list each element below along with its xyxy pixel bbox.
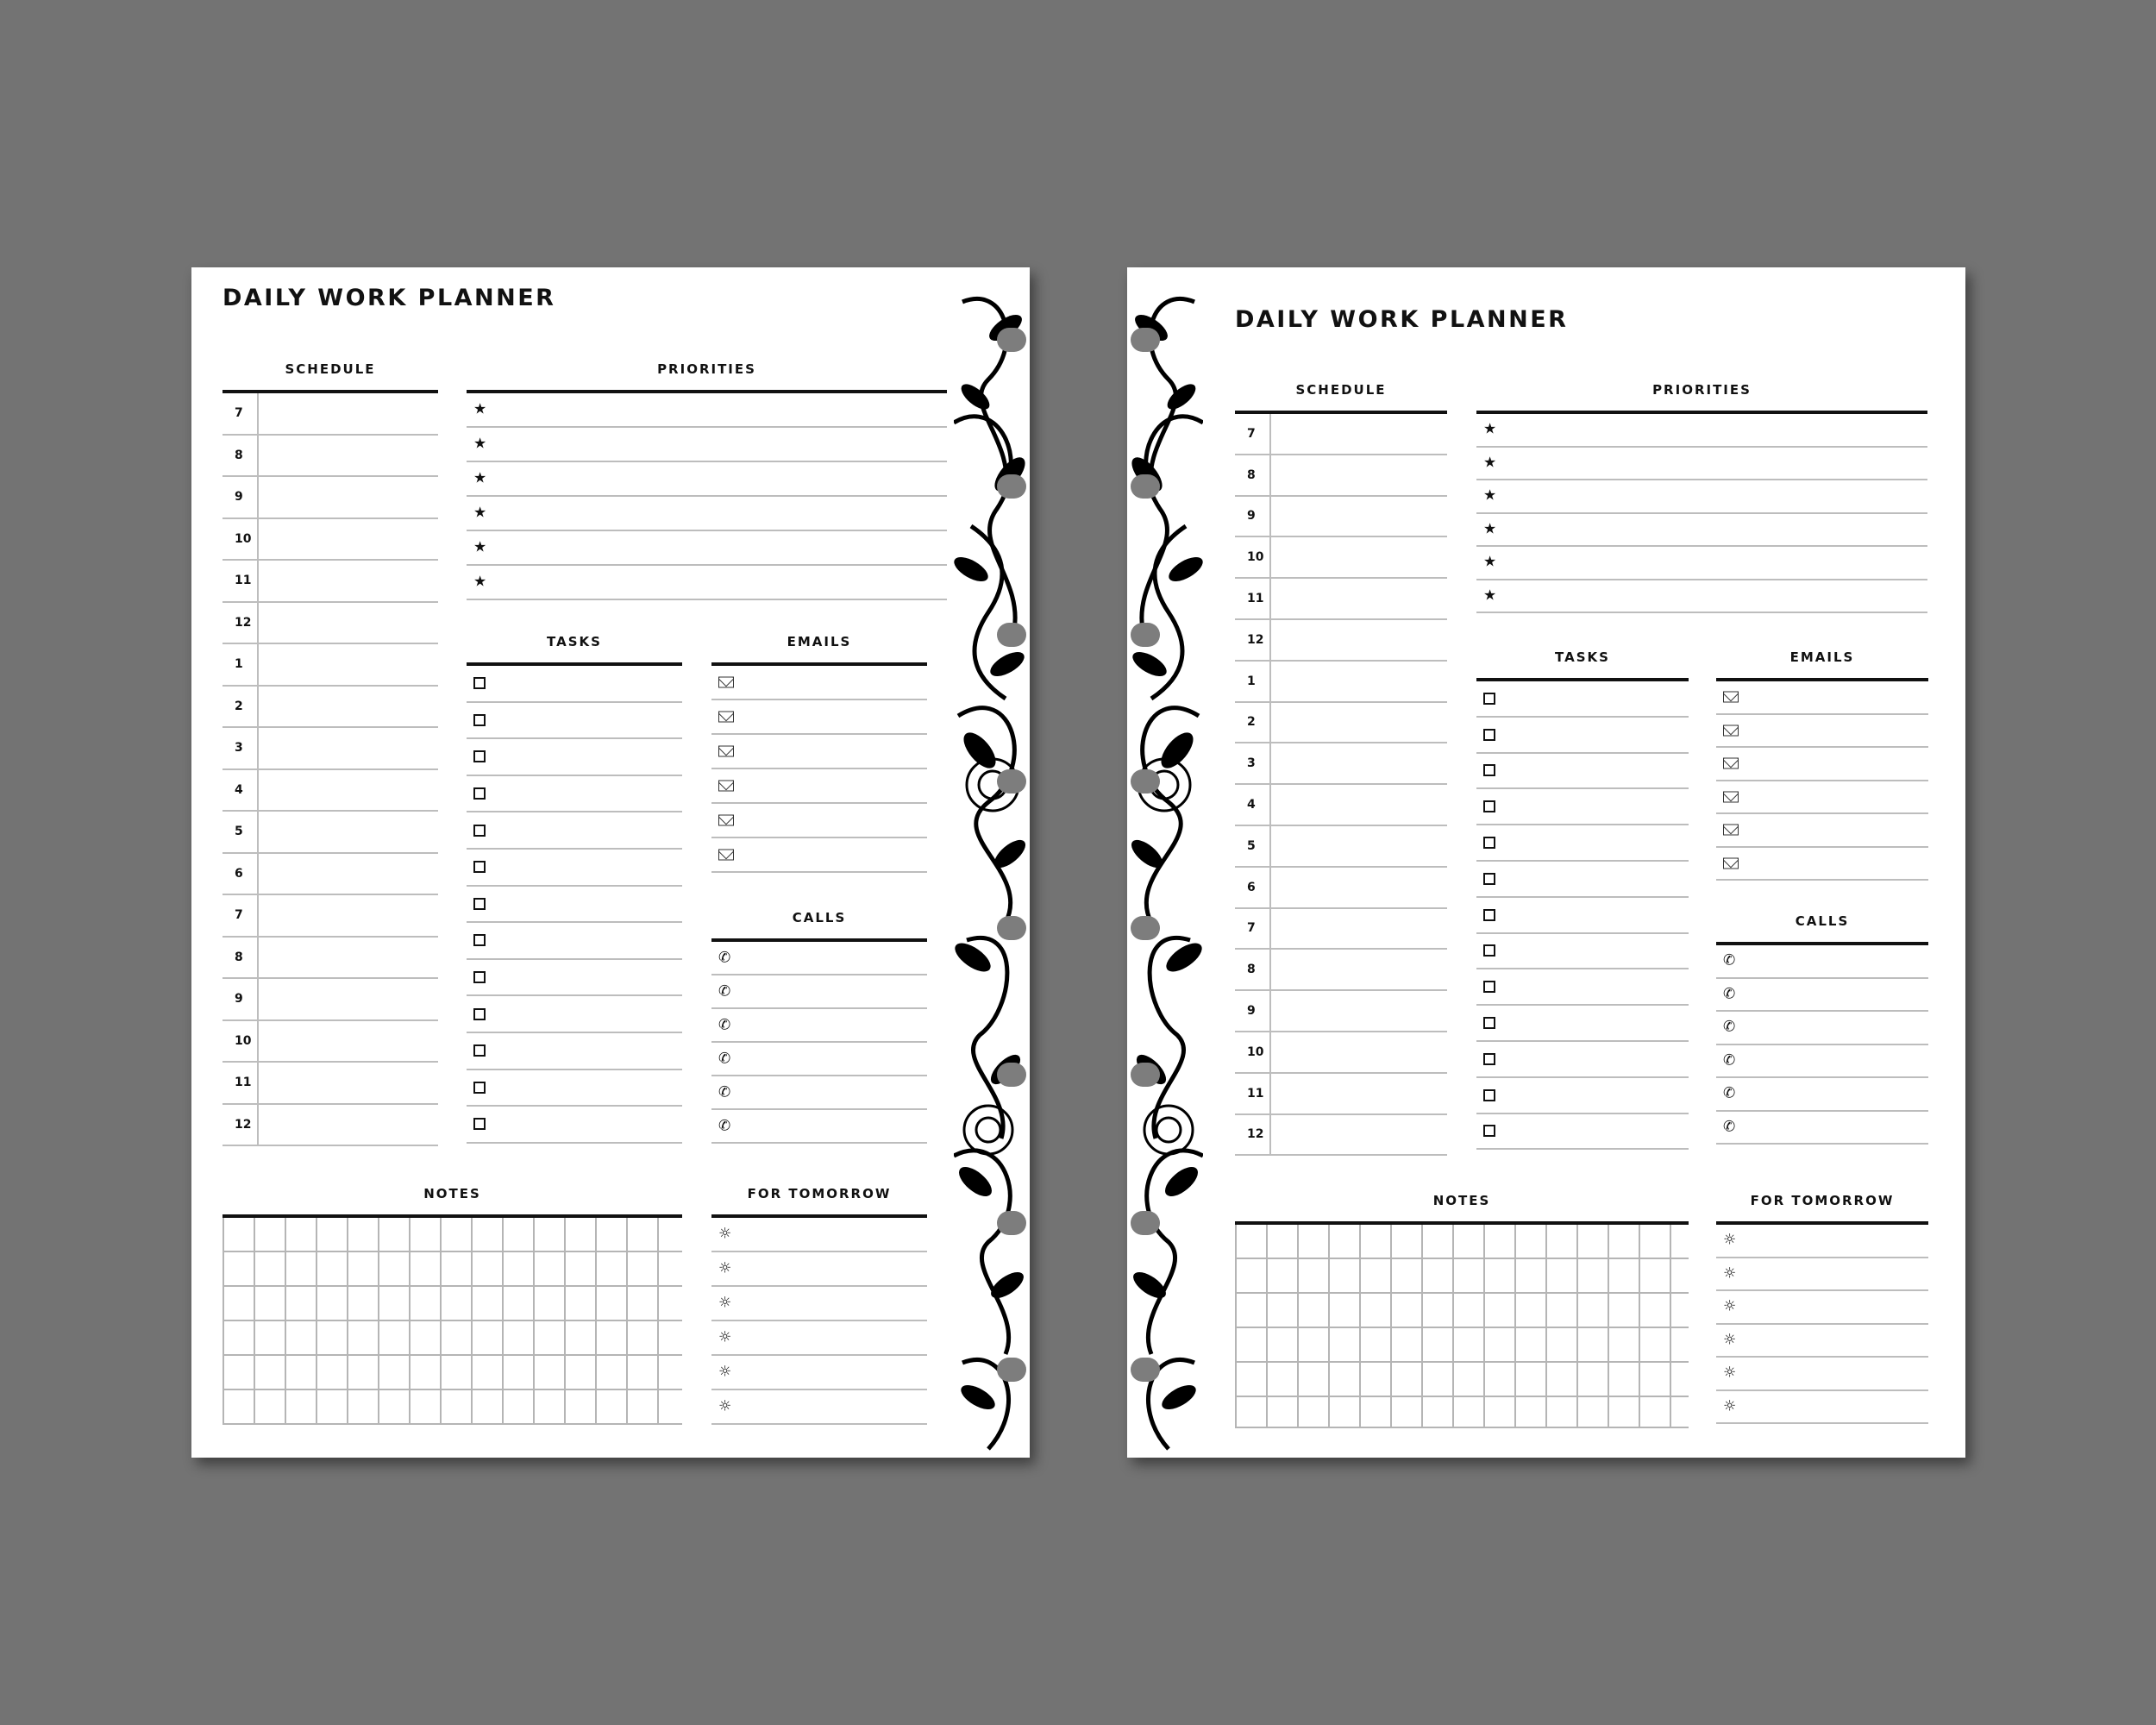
hour-label: 8 [222, 436, 259, 476]
binder-disc [1131, 328, 1160, 352]
hour-label: 1 [222, 644, 259, 685]
list-item[interactable] [1716, 1078, 1928, 1112]
tasks-section [1476, 642, 1689, 1150]
sun-icon: ☼ [718, 1259, 732, 1277]
calls-heading: CALLS [1716, 906, 1928, 945]
sun-icon: ☼ [718, 1294, 732, 1312]
list-item[interactable] [467, 887, 682, 924]
list-item[interactable] [711, 1043, 927, 1076]
schedule-row[interactable] [222, 1021, 438, 1063]
phone-icon: ✆ [718, 1117, 731, 1134]
hour-label: 2 [1235, 703, 1271, 743]
for-tomorrow-list [711, 1218, 927, 1425]
for-tomorrow-section [1716, 1185, 1928, 1424]
list-item[interactable] [711, 1390, 927, 1425]
schedule-row[interactable] [222, 393, 438, 436]
for-tomorrow-section [711, 1178, 927, 1425]
list-item[interactable] [711, 1287, 927, 1321]
priorities-list [1476, 414, 1927, 613]
list-item[interactable] [711, 700, 927, 735]
notes-section [1235, 1185, 1689, 1428]
list-item[interactable] [1476, 1042, 1689, 1078]
schedule-row[interactable] [222, 1063, 438, 1105]
page-title: DAILY WORK PLANNER [1235, 306, 1569, 333]
list-item[interactable] [467, 812, 682, 850]
mail-icon [718, 746, 734, 757]
list-item[interactable] [1476, 754, 1689, 790]
checkbox-icon[interactable] [1483, 693, 1495, 705]
star-icon: ★ [1483, 586, 1497, 605]
phone-icon: ✆ [1723, 1051, 1736, 1070]
binder-disc [997, 1358, 1026, 1382]
list-item[interactable] [1716, 781, 1928, 815]
hour-label: 4 [222, 770, 259, 811]
checkbox-icon[interactable] [473, 1082, 486, 1094]
list-item[interactable] [711, 1252, 927, 1287]
checkbox-icon[interactable] [473, 971, 486, 983]
calls-section [1716, 906, 1928, 1145]
binder-disc [997, 1211, 1026, 1235]
list-item[interactable] [1716, 1358, 1928, 1391]
schedule-section [1235, 374, 1447, 1156]
list-item[interactable] [1476, 789, 1689, 825]
tasks-list [467, 666, 682, 1144]
hour-label: 8 [222, 938, 259, 978]
sun-icon: ☼ [1723, 1297, 1737, 1315]
floral-border [1127, 267, 1203, 1458]
star-icon: ★ [1483, 520, 1497, 538]
floral-pattern [954, 267, 1030, 1458]
for-tomorrow-heading: FOR TOMORROW [711, 1178, 927, 1218]
hour-label: 7 [1235, 909, 1271, 949]
sun-icon: ☼ [1723, 1397, 1737, 1415]
checkbox-icon[interactable] [1483, 729, 1495, 741]
phone-icon: ✆ [1723, 1084, 1736, 1102]
list-item[interactable] [1476, 547, 1927, 580]
mail-icon [718, 850, 734, 861]
sun-icon: ☼ [718, 1397, 732, 1415]
schedule-row[interactable] [1235, 909, 1447, 950]
schedule-row[interactable] [222, 979, 438, 1021]
mail-icon [718, 712, 734, 723]
mail-icon [1723, 825, 1739, 836]
binder-disc [997, 916, 1026, 940]
hour-label: 12 [222, 1105, 259, 1145]
phone-icon: ✆ [718, 1050, 731, 1067]
priorities-list [467, 393, 947, 600]
checkbox-icon[interactable] [1483, 764, 1495, 776]
star-icon: ★ [1483, 553, 1497, 571]
mail-icon [718, 781, 734, 792]
schedule-row[interactable] [1235, 703, 1447, 744]
schedule-row[interactable] [1235, 743, 1447, 785]
binder-disc [1131, 623, 1160, 647]
phone-icon: ✆ [1723, 1018, 1736, 1036]
list-item[interactable] [467, 776, 682, 813]
notes-section [222, 1178, 682, 1425]
list-item[interactable] [711, 1356, 927, 1390]
list-item[interactable] [467, 666, 682, 703]
for-tomorrow-heading: FOR TOMORROW [1716, 1185, 1928, 1225]
mail-icon [1723, 724, 1739, 736]
checkbox-icon[interactable] [1483, 981, 1495, 993]
emails-heading: EMAILS [1716, 642, 1928, 681]
list-item[interactable] [1476, 898, 1689, 934]
emails-list [711, 666, 927, 873]
schedule-row[interactable] [222, 561, 438, 603]
list-item[interactable] [1716, 681, 1928, 715]
list-item[interactable] [1476, 580, 1927, 614]
list-item[interactable] [711, 975, 927, 1009]
checkbox-icon[interactable] [1483, 800, 1495, 812]
list-item[interactable] [1476, 718, 1689, 754]
list-item[interactable] [1716, 814, 1928, 848]
notes-heading: NOTES [1235, 1185, 1689, 1225]
phone-icon: ✆ [718, 1083, 731, 1101]
checkbox-icon[interactable] [1483, 1089, 1495, 1101]
priorities-section [467, 354, 947, 600]
list-item[interactable] [1716, 1012, 1928, 1045]
list-item[interactable] [711, 735, 927, 769]
list-item[interactable] [467, 850, 682, 887]
schedule-row[interactable] [222, 687, 438, 729]
hour-label: 11 [1235, 579, 1271, 618]
hour-label: 7 [222, 895, 259, 936]
schedule-row[interactable] [222, 895, 438, 938]
mail-icon [718, 677, 734, 688]
schedule-row[interactable] [1235, 662, 1447, 703]
checkbox-icon[interactable] [473, 825, 486, 837]
phone-icon: ✆ [1723, 951, 1736, 969]
mail-icon [1723, 857, 1739, 869]
sun-icon: ☼ [1723, 1364, 1737, 1382]
hour-label: 9 [222, 477, 259, 518]
list-item[interactable] [1476, 862, 1689, 898]
emails-list [1716, 681, 1928, 881]
hour-label: 1 [1235, 662, 1271, 701]
calls-section [711, 902, 927, 1144]
checkbox-icon[interactable] [473, 714, 486, 726]
schedule-row[interactable] [222, 1105, 438, 1147]
hour-label: 6 [222, 854, 259, 894]
checkbox-icon[interactable] [473, 898, 486, 910]
checkbox-icon[interactable] [473, 861, 486, 873]
binder-disc [1131, 1063, 1160, 1087]
sun-icon: ☼ [1723, 1264, 1737, 1283]
list-item[interactable] [1476, 414, 1927, 448]
schedule-row[interactable] [1235, 1032, 1447, 1074]
list-item[interactable] [1476, 934, 1689, 970]
hour-label: 9 [1235, 991, 1271, 1031]
emails-section [711, 626, 927, 873]
schedule-row[interactable] [1235, 868, 1447, 909]
floral-pattern [1127, 267, 1203, 1458]
emails-heading: EMAILS [711, 626, 927, 666]
schedule-heading: SCHEDULE [222, 354, 438, 393]
star-icon: ★ [473, 469, 487, 487]
hour-label: 8 [1235, 950, 1271, 989]
schedule-row[interactable] [222, 436, 438, 478]
hour-label: 12 [1235, 620, 1271, 660]
checkbox-icon[interactable] [473, 677, 486, 689]
hour-label: 6 [1235, 868, 1271, 907]
schedule-section [222, 354, 438, 1146]
list-item[interactable] [1716, 1325, 1928, 1358]
hour-label: 10 [1235, 1032, 1271, 1072]
priorities-section [1476, 374, 1927, 613]
list-item[interactable] [1476, 1114, 1689, 1151]
list-item[interactable] [1716, 1225, 1928, 1258]
hour-label: 5 [222, 812, 259, 852]
tasks-heading: TASKS [467, 626, 682, 666]
floral-border [954, 267, 1030, 1458]
schedule-row[interactable] [1235, 497, 1447, 538]
schedule-row[interactable] [1235, 1074, 1447, 1115]
schedule-row[interactable] [1235, 414, 1447, 455]
page-title: DAILY WORK PLANNER [222, 285, 556, 311]
phone-icon: ✆ [1723, 1118, 1736, 1136]
schedule-row[interactable] [222, 519, 438, 561]
hour-label: 4 [1235, 785, 1271, 825]
schedule-row[interactable] [222, 938, 438, 980]
schedule-row[interactable] [1235, 579, 1447, 620]
star-icon: ★ [473, 435, 487, 453]
list-item[interactable] [711, 666, 927, 700]
list-item[interactable] [711, 804, 927, 838]
checkbox-icon[interactable] [1483, 944, 1495, 957]
hour-label: 10 [222, 519, 259, 560]
calls-heading: CALLS [711, 902, 927, 942]
checkbox-icon[interactable] [1483, 1125, 1495, 1137]
checkbox-icon[interactable] [473, 1118, 486, 1130]
list-item[interactable] [1716, 1258, 1928, 1292]
checkbox-icon[interactable] [473, 934, 486, 946]
list-item[interactable] [711, 1218, 927, 1252]
calls-list [1716, 945, 1928, 1145]
sun-icon: ☼ [1723, 1331, 1737, 1349]
hour-label: 5 [1235, 826, 1271, 866]
hour-label: 8 [1235, 455, 1271, 495]
planner-page-right [1127, 267, 1965, 1458]
checkbox-icon[interactable] [473, 1008, 486, 1020]
schedule-row[interactable] [1235, 1115, 1447, 1157]
star-icon: ★ [1483, 454, 1497, 472]
list-item[interactable] [467, 531, 947, 566]
schedule-row[interactable] [222, 603, 438, 645]
list-item[interactable] [1716, 1045, 1928, 1079]
list-item[interactable] [1476, 480, 1927, 514]
list-item[interactable] [1476, 969, 1689, 1006]
hour-label: 7 [1235, 414, 1271, 454]
list-item[interactable] [1716, 945, 1928, 979]
binder-disc [997, 769, 1026, 794]
list-item[interactable] [1716, 748, 1928, 781]
tasks-heading: TASKS [1476, 642, 1689, 681]
notes-grid[interactable] [1235, 1225, 1689, 1428]
schedule-row[interactable] [1235, 455, 1447, 497]
hour-label: 12 [222, 603, 259, 643]
checkbox-icon[interactable] [473, 750, 486, 762]
list-item[interactable] [711, 1321, 927, 1356]
binder-disc [1131, 916, 1160, 940]
list-item[interactable] [711, 838, 927, 873]
list-item[interactable] [467, 739, 682, 776]
schedule-row[interactable] [1235, 620, 1447, 662]
hour-label: 11 [222, 1063, 259, 1103]
checkbox-icon[interactable] [473, 1044, 486, 1057]
schedule-row[interactable] [1235, 785, 1447, 826]
schedule-row[interactable] [222, 644, 438, 687]
phone-icon: ✆ [1723, 985, 1736, 1003]
list-item[interactable] [711, 942, 927, 975]
planner-content [1235, 267, 1959, 1458]
list-item[interactable] [1476, 825, 1689, 862]
hour-label: 2 [222, 687, 259, 727]
list-item[interactable] [1716, 1291, 1928, 1325]
hour-label: 3 [1235, 743, 1271, 783]
schedule-row[interactable] [222, 477, 438, 519]
list-item[interactable] [1476, 514, 1927, 548]
list-item[interactable] [467, 428, 947, 462]
star-icon: ★ [1483, 486, 1497, 505]
star-icon: ★ [473, 538, 487, 556]
schedule-rows [1235, 414, 1447, 1156]
binder-disc [1131, 1211, 1160, 1235]
sun-icon: ☼ [718, 1363, 732, 1381]
planner-page-left [191, 267, 1030, 1458]
calls-list [711, 942, 927, 1144]
schedule-row[interactable] [222, 854, 438, 896]
list-item[interactable] [1476, 1006, 1689, 1042]
binder-disc [1131, 1358, 1160, 1382]
tasks-list [1476, 681, 1689, 1150]
list-item[interactable] [467, 923, 682, 960]
binder-disc [997, 474, 1026, 499]
star-icon: ★ [473, 573, 487, 591]
checkbox-icon[interactable] [1483, 1017, 1495, 1029]
list-item[interactable] [467, 1070, 682, 1107]
list-item[interactable] [711, 769, 927, 804]
list-item[interactable] [1716, 979, 1928, 1013]
list-item[interactable] [1716, 715, 1928, 749]
checkbox-icon[interactable] [1483, 837, 1495, 849]
mail-icon [1723, 692, 1739, 703]
phone-icon: ✆ [718, 949, 731, 966]
schedule-row[interactable] [1235, 950, 1447, 991]
for-tomorrow-list [1716, 1225, 1928, 1424]
list-item[interactable] [1476, 1078, 1689, 1114]
schedule-row[interactable] [1235, 537, 1447, 579]
list-item[interactable] [1716, 1391, 1928, 1425]
list-item[interactable] [467, 462, 947, 497]
checkbox-icon[interactable] [1483, 873, 1495, 885]
mail-icon [1723, 758, 1739, 769]
list-item[interactable] [1476, 681, 1689, 718]
phone-icon: ✆ [718, 982, 731, 1000]
list-item[interactable] [467, 497, 947, 531]
list-item[interactable] [467, 566, 947, 600]
binder-disc [1131, 474, 1160, 499]
checkbox-icon[interactable] [1483, 909, 1495, 921]
mail-icon [718, 815, 734, 826]
list-item[interactable] [1476, 448, 1927, 481]
hour-label: 3 [222, 728, 259, 768]
list-item[interactable] [711, 1110, 927, 1144]
list-item[interactable] [467, 393, 947, 428]
sun-icon: ☼ [718, 1225, 732, 1243]
phone-icon: ✆ [718, 1016, 731, 1033]
list-item[interactable] [467, 960, 682, 997]
hour-label: 12 [1235, 1115, 1271, 1155]
binder-disc [997, 1063, 1026, 1087]
schedule-row[interactable] [222, 728, 438, 770]
priorities-heading: PRIORITIES [467, 354, 947, 393]
list-item[interactable] [467, 1033, 682, 1070]
planner-content [222, 267, 947, 1458]
list-item[interactable] [467, 1107, 682, 1144]
checkbox-icon[interactable] [473, 787, 486, 800]
hour-label: 7 [222, 393, 259, 434]
schedule-row[interactable] [1235, 826, 1447, 868]
schedule-heading: SCHEDULE [1235, 374, 1447, 414]
binder-disc [997, 328, 1026, 352]
list-item[interactable] [1716, 848, 1928, 881]
notes-grid[interactable] [222, 1218, 682, 1425]
checkbox-icon[interactable] [1483, 1053, 1495, 1065]
list-item[interactable] [1716, 1112, 1928, 1145]
list-item[interactable] [711, 1076, 927, 1110]
tasks-section [467, 626, 682, 1144]
mail-icon [1723, 791, 1739, 802]
schedule-row[interactable] [222, 770, 438, 812]
hour-label: 10 [1235, 537, 1271, 577]
hour-label: 9 [1235, 497, 1271, 536]
hour-label: 11 [222, 561, 259, 601]
star-icon: ★ [473, 400, 487, 418]
sun-icon: ☼ [1723, 1231, 1737, 1249]
binder-disc [997, 623, 1026, 647]
star-icon: ★ [473, 504, 487, 522]
schedule-rows [222, 393, 438, 1146]
schedule-row[interactable] [222, 812, 438, 854]
hour-label: 11 [1235, 1074, 1271, 1113]
star-icon: ★ [1483, 420, 1497, 438]
notes-heading: NOTES [222, 1178, 682, 1218]
hour-label: 10 [222, 1021, 259, 1062]
list-item[interactable] [467, 703, 682, 740]
list-item[interactable] [467, 996, 682, 1033]
emails-section [1716, 642, 1928, 881]
hour-label: 9 [222, 979, 259, 1019]
priorities-heading: PRIORITIES [1476, 374, 1927, 414]
schedule-row[interactable] [1235, 991, 1447, 1032]
list-item[interactable] [711, 1009, 927, 1043]
sun-icon: ☼ [718, 1328, 732, 1346]
binder-disc [1131, 769, 1160, 794]
